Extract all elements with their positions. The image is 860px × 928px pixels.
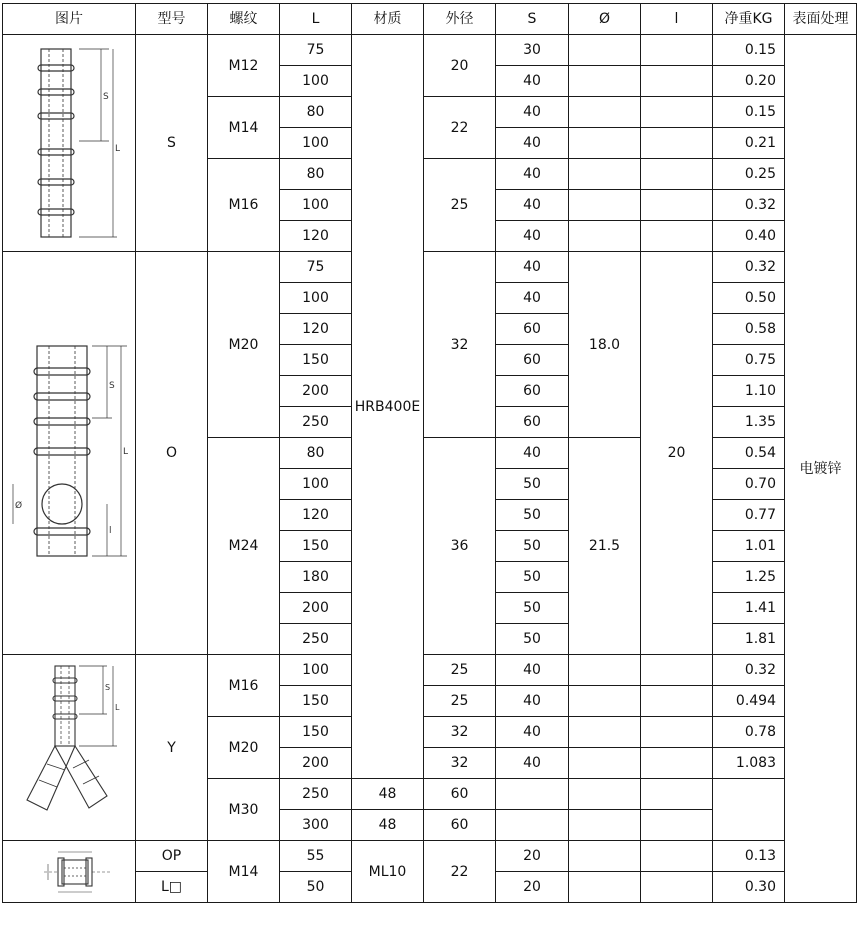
s-cell: 50	[496, 531, 569, 562]
header-model: 型号	[136, 4, 208, 35]
weight-cell: 1.41	[713, 593, 785, 624]
length-cell: 150	[280, 717, 352, 748]
header-l: l	[641, 4, 713, 35]
thread-cell: M30	[208, 779, 280, 841]
weight-cell: 0.70	[713, 469, 785, 500]
weight-cell: 1.25	[713, 562, 785, 593]
header-surface: 表面处理	[785, 4, 857, 35]
table-row	[3, 655, 857, 686]
weight-cell: 0.32	[713, 252, 785, 283]
model-o: O	[136, 252, 208, 655]
length-cell: 50	[280, 872, 352, 903]
outer-diameter-cell: 48	[352, 810, 424, 841]
material-op: ML10	[352, 841, 424, 903]
length-cell: 250	[280, 624, 352, 655]
outer-diameter-cell: 36	[424, 438, 496, 655]
weight-cell: 0.50	[713, 283, 785, 314]
model-y: Y	[136, 655, 208, 841]
diameter-cell	[569, 717, 641, 748]
s-cell: 60	[424, 810, 496, 841]
l-cell	[641, 35, 713, 66]
s-cell: 30	[496, 35, 569, 66]
svg-text:S: S	[104, 683, 110, 692]
o-type-drawing	[3, 252, 136, 655]
length-cell: 250	[280, 407, 352, 438]
weight-cell: 0.32	[713, 190, 785, 221]
length-cell: 100	[280, 190, 352, 221]
outer-diameter-cell: 48	[352, 779, 424, 810]
s-cell: 40	[496, 159, 569, 190]
table-row	[3, 841, 857, 872]
outer-diameter-cell: 32	[424, 748, 496, 779]
thread-cell: M20	[208, 717, 280, 779]
weight-cell: 0.77	[713, 500, 785, 531]
length-cell: 80	[280, 97, 352, 128]
weight-cell: 0.58	[713, 314, 785, 345]
svg-text:L: L	[114, 703, 119, 712]
length-cell: 120	[280, 500, 352, 531]
s-cell: 40	[496, 717, 569, 748]
l-cell	[641, 748, 713, 779]
l-cell	[641, 841, 713, 872]
length-cell: 100	[280, 283, 352, 314]
weight-cell: 0.15	[713, 35, 785, 66]
outer-diameter-cell: 20	[424, 35, 496, 97]
thread-cell: M24	[208, 438, 280, 655]
diameter-cell: 21.5	[569, 438, 641, 655]
l-cell	[569, 779, 641, 810]
outer-diameter-cell: 32	[424, 252, 496, 438]
surface-treatment: 电镀锌	[785, 35, 857, 903]
y-type-drawing	[3, 655, 136, 841]
length-cell: 120	[280, 314, 352, 345]
op-type-drawing	[3, 841, 136, 903]
weight-cell: 1.35	[713, 407, 785, 438]
thread-cell: M12	[208, 35, 280, 97]
thread-cell: M16	[208, 655, 280, 717]
weight-cell: 1.083	[713, 748, 785, 779]
thread-cell: M14	[208, 841, 280, 903]
header-outer-diameter: 外径	[424, 4, 496, 35]
s-type-drawing	[3, 35, 136, 252]
diameter-cell: 18.0	[569, 252, 641, 438]
weight-cell	[641, 779, 713, 810]
weight-cell: 0.32	[713, 655, 785, 686]
header-diameter: Ø	[569, 4, 641, 35]
length-cell: 180	[280, 562, 352, 593]
svg-text:L: L	[115, 143, 121, 154]
spec-table	[2, 3, 857, 903]
model-op: OP	[136, 841, 208, 872]
s-cell: 60	[496, 345, 569, 376]
svg-text:Ø: Ø	[14, 501, 22, 511]
header-material: 材质	[352, 4, 424, 35]
s-cell: 20	[496, 841, 569, 872]
diameter-cell	[569, 35, 641, 66]
diameter-cell	[569, 128, 641, 159]
outer-diameter-cell: 25	[424, 159, 496, 252]
header-thread: 螺纹	[208, 4, 280, 35]
weight-cell: 0.78	[713, 717, 785, 748]
weight-cell: 0.25	[713, 159, 785, 190]
svg-text:L: L	[122, 447, 128, 457]
s-cell: 50	[496, 624, 569, 655]
weight-cell	[641, 810, 713, 841]
s-cell: 40	[496, 748, 569, 779]
diameter-cell	[569, 66, 641, 97]
length-cell: 120	[280, 221, 352, 252]
length-cell: 100	[280, 469, 352, 500]
s-cell: 50	[496, 500, 569, 531]
length-cell: 75	[280, 252, 352, 283]
s-cell: 40	[496, 438, 569, 469]
header-net-weight: 净重KG	[713, 4, 785, 35]
diameter-cell	[569, 748, 641, 779]
outer-diameter-cell: 25	[424, 686, 496, 717]
s-cell: 60	[496, 314, 569, 345]
thread-cell: M14	[208, 97, 280, 159]
diameter-cell	[569, 159, 641, 190]
weight-cell: 0.20	[713, 66, 785, 97]
diameter-cell	[569, 872, 641, 903]
table-row	[3, 35, 857, 66]
length-cell: 75	[280, 35, 352, 66]
length-cell: 300	[280, 810, 352, 841]
diameter-cell	[569, 686, 641, 717]
length-cell: 150	[280, 686, 352, 717]
material-main: HRB400E	[352, 35, 424, 779]
header-row	[3, 4, 857, 35]
weight-cell: 0.494	[713, 686, 785, 717]
length-cell: 250	[280, 779, 352, 810]
s-cell: 40	[496, 190, 569, 221]
weight-cell: 1.01	[713, 531, 785, 562]
l-cell	[641, 717, 713, 748]
l-cell	[641, 97, 713, 128]
length-cell: 100	[280, 128, 352, 159]
l-cell	[641, 221, 713, 252]
svg-text:S: S	[103, 91, 109, 102]
length-cell: 80	[280, 159, 352, 190]
table-row	[3, 252, 857, 283]
length-cell: 150	[280, 531, 352, 562]
weight-cell: 0.21	[713, 128, 785, 159]
header-picture: 图片	[3, 4, 136, 35]
svg-text:l: l	[108, 526, 112, 536]
weight-cell: 0.40	[713, 221, 785, 252]
l-cell	[641, 872, 713, 903]
weight-cell: 1.81	[713, 624, 785, 655]
l-cell: 20	[641, 252, 713, 655]
s-cell: 50	[496, 469, 569, 500]
s-cell: 40	[496, 655, 569, 686]
outer-diameter-cell: 32	[424, 717, 496, 748]
diameter-cell	[496, 779, 569, 810]
outer-diameter-cell: 22	[424, 841, 496, 903]
length-cell: 100	[280, 66, 352, 97]
l-cell	[641, 190, 713, 221]
weight-cell: 0.75	[713, 345, 785, 376]
s-cell: 40	[496, 252, 569, 283]
length-cell: 200	[280, 593, 352, 624]
l-cell	[641, 686, 713, 717]
diameter-cell	[569, 841, 641, 872]
s-cell: 40	[496, 128, 569, 159]
s-cell: 60	[496, 376, 569, 407]
s-cell: 20	[496, 872, 569, 903]
l-cell	[569, 810, 641, 841]
diameter-cell	[569, 97, 641, 128]
outer-diameter-cell: 25	[424, 655, 496, 686]
l-cell	[641, 655, 713, 686]
diameter-cell	[496, 810, 569, 841]
l-cell	[641, 159, 713, 190]
thread-cell: M20	[208, 252, 280, 438]
svg-text:S: S	[108, 381, 115, 391]
s-cell: 40	[496, 66, 569, 97]
weight-cell: 0.54	[713, 438, 785, 469]
weight-cell: 1.10	[713, 376, 785, 407]
header-length: L	[280, 4, 352, 35]
s-cell: 60	[496, 407, 569, 438]
s-cell: 60	[424, 779, 496, 810]
length-cell: 80	[280, 438, 352, 469]
length-cell: 100	[280, 655, 352, 686]
diameter-cell	[569, 655, 641, 686]
weight-cell: 0.15	[713, 97, 785, 128]
length-cell: 200	[280, 376, 352, 407]
length-cell: 55	[280, 841, 352, 872]
weight-cell: 0.13	[713, 841, 785, 872]
s-cell: 50	[496, 593, 569, 624]
length-cell: 150	[280, 345, 352, 376]
thread-cell: M16	[208, 159, 280, 252]
header-s: S	[496, 4, 569, 35]
weight-cell: 0.30	[713, 872, 785, 903]
l-cell	[641, 66, 713, 97]
s-cell: 50	[496, 562, 569, 593]
s-cell: 40	[496, 686, 569, 717]
model-l: L□	[136, 872, 208, 903]
l-cell	[641, 128, 713, 159]
model-s: S	[136, 35, 208, 252]
outer-diameter-cell: 22	[424, 97, 496, 159]
s-cell: 40	[496, 97, 569, 128]
diameter-cell	[569, 221, 641, 252]
s-cell: 40	[496, 221, 569, 252]
s-cell: 40	[496, 283, 569, 314]
length-cell: 200	[280, 748, 352, 779]
diameter-cell	[569, 190, 641, 221]
